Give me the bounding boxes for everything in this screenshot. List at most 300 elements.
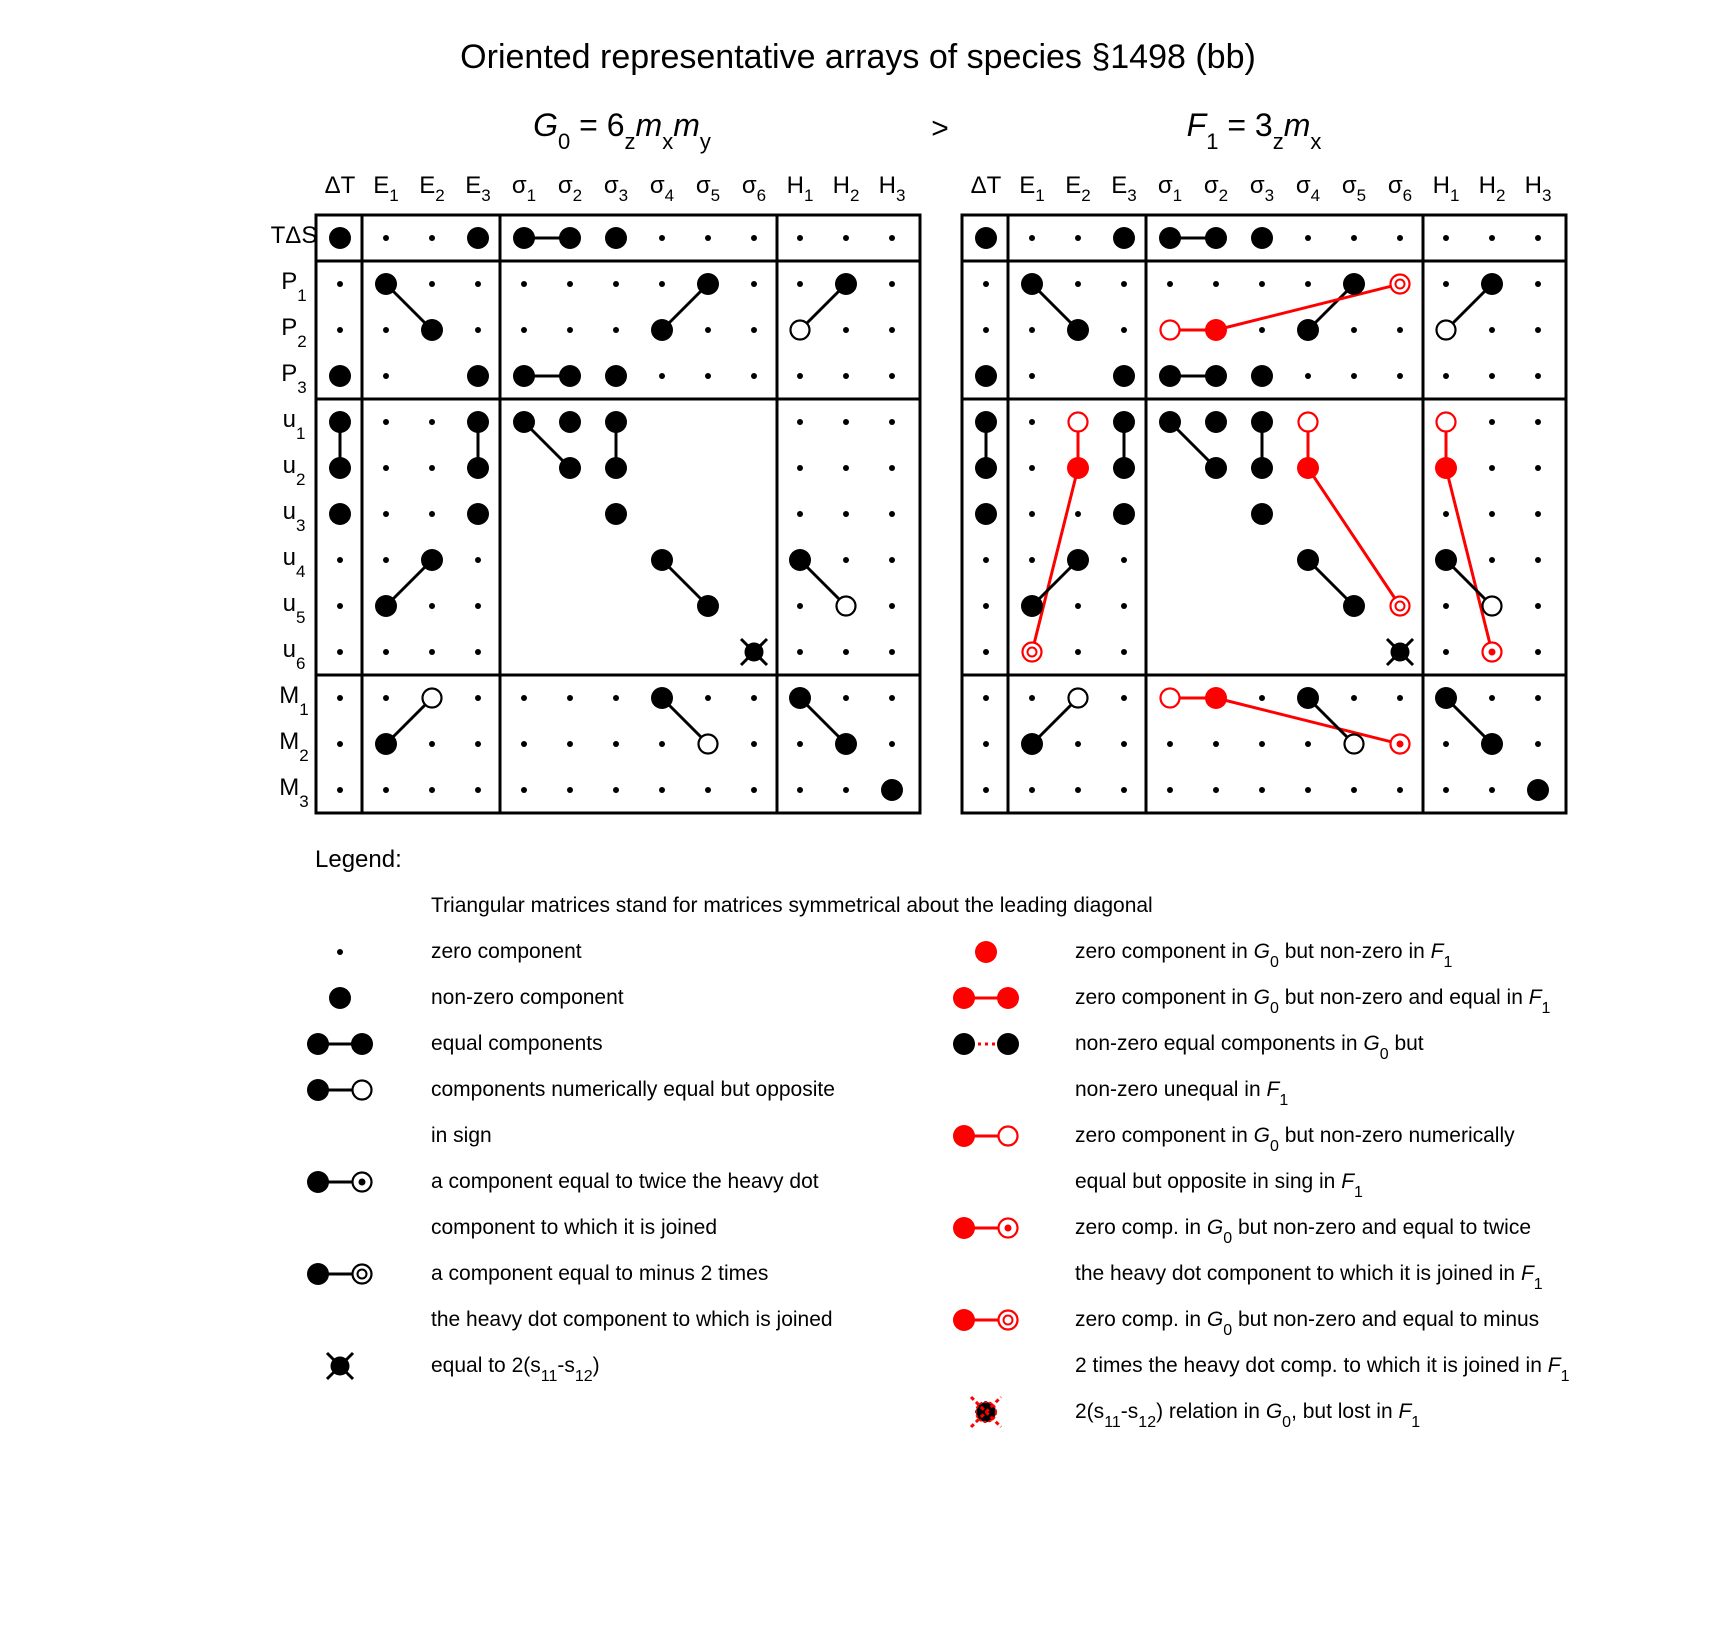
legend-item-left-0 (337, 940, 582, 963)
comparison-sign: > (931, 112, 949, 145)
filled-dot (605, 503, 627, 525)
filled-dot (1481, 733, 1503, 755)
filled-dot (975, 411, 997, 433)
open-circle (1345, 735, 1364, 754)
zero-dot-g0-12-11 (843, 787, 849, 793)
zero-dot-g0-1-10 (797, 281, 803, 287)
row-label-6: $u_3$ (282, 498, 306, 535)
filled-dot (1021, 273, 1043, 295)
legend-glyph-opposite (307, 1079, 372, 1101)
legend-glyph-red_minus2 (953, 1309, 1018, 1331)
zero-dot-f1-2-8 (1351, 327, 1357, 333)
zero-dot-f1-7-11 (1489, 557, 1495, 563)
col-label-f1-0: ΔT (970, 172, 1002, 199)
component-filled-f1-11-1 (1021, 733, 1043, 755)
legend-item-right-2 (953, 1032, 1424, 1109)
filled-dot (467, 503, 489, 525)
zero-dot-f1-4-11 (1489, 419, 1495, 425)
component-filled-g0-10-7 (651, 687, 673, 709)
filled-dot (651, 687, 673, 709)
glyph-left (307, 1171, 329, 1193)
open-circle (699, 735, 718, 754)
zero-dot-f1-2-12 (1535, 327, 1541, 333)
zero-dot-g0-10-12 (889, 695, 895, 701)
component-filled-f1-2-7 (1297, 319, 1319, 341)
zero-dot-g0-0-12 (889, 235, 895, 241)
zero-dot-f1-0-2 (1075, 235, 1081, 241)
legend-item-right-3 (953, 1124, 1515, 1201)
zero-dot-g0-12-8 (705, 787, 711, 793)
zero-dot-g0-6-11 (843, 511, 849, 517)
component-filled-f1-12-12 (1527, 779, 1549, 801)
filled-dot (467, 365, 489, 387)
component-filled-g0-5-0 (329, 457, 351, 479)
filled-dot (1067, 549, 1089, 571)
open-circle (353, 1081, 372, 1100)
zero-dot-g0-7-3 (475, 557, 481, 563)
zero-dot-f1-8-12 (1535, 603, 1541, 609)
component-filled-g0-6-3 (467, 503, 489, 525)
legend-note: Triangular matrices stand for matrices symmetrical about the leading diagonal (431, 894, 1153, 917)
row-label-4: $u_1$ (282, 406, 306, 443)
component-filled-g0-4-3 (467, 411, 489, 433)
col-label-g0-11: $H_2$ (832, 172, 860, 205)
group-label-f1 (1187, 107, 1322, 154)
col-label-g0-0: ΔT (324, 172, 356, 199)
open-circle (1437, 413, 1456, 432)
filled-dot (1067, 457, 1089, 479)
zero-dot-f1-5-12 (1535, 465, 1541, 471)
zero-dot-g0-3-12 (889, 373, 895, 379)
zero-dot-g0-12-7 (659, 787, 665, 793)
zero-dot-f1-5-11 (1489, 465, 1495, 471)
component-filled-g0-11-11 (835, 733, 857, 755)
legend-text-right-3-0: zero component in $G_0$ but non-zero numerically (1075, 1124, 1515, 1155)
col-label-f1-4: $\sigma_1$ (1157, 172, 1183, 205)
filled-dot (1343, 595, 1365, 617)
filled-dot (997, 1033, 1019, 1055)
component-filled-g0-2-2 (421, 319, 443, 341)
zero-dot-f1-12-0 (983, 787, 989, 793)
legend-text-left-4-1: component to which it is joined (431, 1216, 717, 1239)
filled-dot (1205, 411, 1227, 433)
legend-glyph-twice (307, 1171, 372, 1193)
zero-dot-g0-1-5 (567, 281, 573, 287)
zero-dot-g0-1-4 (521, 281, 527, 287)
legend-text-right-5-1: 2 times the heavy dot comp. to which it is joined in $F_1$ (1075, 1354, 1570, 1385)
legend-item-right-4 (953, 1216, 1543, 1293)
col-label-f1-1: $E_1$ (1019, 172, 1045, 205)
zero-dot-f1-12-6 (1259, 787, 1265, 793)
zero-dot-f1-0-9 (1397, 235, 1403, 241)
legend-item-left-6 (327, 1353, 600, 1385)
zero-dot-f1-12-10 (1443, 787, 1449, 793)
filled-dot (1343, 273, 1365, 295)
filled-dot (559, 411, 581, 433)
component-filled-g0-10-10 (789, 687, 811, 709)
zero-dot-g0-10-8 (705, 695, 711, 701)
zero-dot-g0-10-11 (843, 695, 849, 701)
zero-dot-g0-11-4 (521, 741, 527, 747)
component-filled-g0-0-6 (605, 227, 627, 249)
zero-dot-g0-11-10 (797, 741, 803, 747)
zero-dot-f1-10-0 (983, 695, 989, 701)
component-filled-f1-7-2 (1067, 549, 1089, 571)
zero-dot-g0-3-10 (797, 373, 803, 379)
filled-dot (975, 227, 997, 249)
component-filled-f1-5-5 (1205, 457, 1227, 479)
zero-dot-g0-2-9 (751, 327, 757, 333)
legend-text-right-2-0: non-zero equal components in $G_0$ but (1075, 1032, 1424, 1063)
component-open-g0-10-2 (423, 689, 442, 708)
zero-dot-f1-0-12 (1535, 235, 1541, 241)
component-dotring-f1-11-9 (1391, 735, 1410, 754)
ring-outer (353, 1265, 372, 1284)
zero-dot-g0-7-1 (383, 557, 389, 563)
zero-dot-f1-3-10 (1443, 373, 1449, 379)
filled-dot (1297, 319, 1319, 341)
col-label-f1-5: $\sigma_2$ (1203, 172, 1229, 205)
zero-dot-g0-10-9 (751, 695, 757, 701)
row-label-11: $M_2$ (279, 728, 309, 765)
filled-dot (375, 595, 397, 617)
group-formula-right: $F_1 = 3_zm_x$ (1186, 107, 1322, 154)
zero-dot-f1-9-0 (983, 649, 989, 655)
matrix-g0 (316, 172, 920, 813)
open-circle (1069, 689, 1088, 708)
zero-dot-g0-0-7 (659, 235, 665, 241)
zero-dot-f1-10-11 (1489, 695, 1495, 701)
zero-dot-g0-9-12 (889, 649, 895, 655)
filled-dot (835, 733, 857, 755)
component-filled-f1-8-8 (1343, 595, 1365, 617)
col-label-f1-10: $H_1$ (1432, 172, 1460, 205)
zero-dot-f1-2-9 (1397, 327, 1403, 333)
filled-dot (605, 457, 627, 479)
col-label-g0-12: $H_3$ (878, 172, 906, 205)
component-filled-g0-6-6 (605, 503, 627, 525)
component-open-f1-11-8 (1345, 735, 1364, 754)
legend-text-left-0-0: zero component (431, 940, 582, 963)
component-filled-g0-12-12 (881, 779, 903, 801)
zero-dot-g0-9-2 (429, 649, 435, 655)
glyph-right (353, 1081, 372, 1100)
col-label-f1-7: $\sigma_4$ (1295, 172, 1321, 205)
filled-dot (513, 227, 535, 249)
glyph-dot (329, 987, 351, 1009)
filled-dot (1113, 503, 1135, 525)
zero-dot-g0-2-3 (475, 327, 481, 333)
zero-dot-g0-3-1 (383, 373, 389, 379)
component-filled-g0-4-0 (329, 411, 351, 433)
zero-dot-g0-0-9 (751, 235, 757, 241)
component-filled-g0-4-5 (559, 411, 581, 433)
filled-dot (307, 1033, 329, 1055)
glyph-right (353, 1173, 372, 1192)
zero-dot-f1-1-7 (1305, 281, 1311, 287)
glyph-right (999, 1127, 1018, 1146)
filled-dot (1481, 273, 1503, 295)
zero-dot-f1-9-3 (1121, 649, 1127, 655)
zero-dot-f1-1-5 (1213, 281, 1219, 287)
legend-item-left-4 (307, 1170, 819, 1239)
zero-dot-g0-8-2 (429, 603, 435, 609)
component-filled-g0-0-0 (329, 227, 351, 249)
zero-dot-f1-3-11 (1489, 373, 1495, 379)
component-filled-g0-3-0 (329, 365, 351, 387)
zero-dot-f1-12-1 (1029, 787, 1035, 793)
component-filled-f1-2-2 (1067, 319, 1089, 341)
zero-dot-g0-0-1 (383, 235, 389, 241)
legend-text-left-3-1: in sign (431, 1124, 492, 1147)
zero-dot-f1-9-2 (1075, 649, 1081, 655)
component-filled-g0-5-5 (559, 457, 581, 479)
zero-dot-f1-11-4 (1167, 741, 1173, 747)
zero-dot-f1-12-2 (1075, 787, 1081, 793)
legend-text-left-1-0: non-zero component (431, 986, 624, 1009)
legend-text-right-6-0: $2(s_{11}-s_{12})$ relation in $G_0$, but lost in $F_1$ (1075, 1400, 1421, 1431)
zero-dot-g0-0-10 (797, 235, 803, 241)
filled-dot (997, 987, 1019, 1009)
zero-dot-g0-10-0 (337, 695, 343, 701)
zero-dot-g0-11-6 (613, 741, 619, 747)
row-label-2: $P_2$ (281, 314, 307, 351)
zero-dot-f1-0-1 (1029, 235, 1035, 241)
zero-dot-f1-10-1 (1029, 695, 1035, 701)
component-open-g0-11-8 (699, 735, 718, 754)
zero-dot-f1-3-9 (1397, 373, 1403, 379)
zero-dot-g0-12-4 (521, 787, 527, 793)
zero-dot-g0-5-1 (383, 465, 389, 471)
filled-dot (421, 319, 443, 341)
zero-dot-f1-9-12 (1535, 649, 1541, 655)
legend-text-right-1-0: zero component in $G_0$ but non-zero and equal in $F_1$ (1075, 986, 1551, 1017)
zero-dot-f1-1-3 (1121, 281, 1127, 287)
zero-dot-g0-12-6 (613, 787, 619, 793)
open-circle (1161, 321, 1180, 340)
ring-outer (1023, 643, 1042, 662)
component-open-g0-2-10 (791, 321, 810, 340)
glyph-left (953, 1217, 975, 1239)
component-ring-f1-1-9 (1391, 275, 1410, 294)
zero-dot-g0-3-7 (659, 373, 665, 379)
zero-dot-f1-1-10 (1443, 281, 1449, 287)
open-circle (999, 1127, 1018, 1146)
component-filled-f1-1-11 (1481, 273, 1503, 295)
zero-dot-f1-11-6 (1259, 741, 1265, 747)
col-label-g0-3: $E_3$ (465, 172, 491, 205)
component-open-f1-2-10 (1437, 321, 1456, 340)
filled-dot (697, 595, 719, 617)
legend-glyph-bigdot (329, 987, 351, 1009)
zero-dot-f1-12-4 (1167, 787, 1173, 793)
filled-dot (1205, 457, 1227, 479)
filled-dot (1251, 457, 1273, 479)
col-label-g0-1: $E_1$ (373, 172, 399, 205)
zero-dot-f1-0-7 (1305, 235, 1311, 241)
filled-dot (1159, 227, 1181, 249)
zero-dot-g0-2-12 (889, 327, 895, 333)
component-filled-f1-0-3 (1113, 227, 1135, 249)
legend-item-right-6 (971, 1397, 1420, 1431)
zero-dot-g0-1-0 (337, 281, 343, 287)
component-filled-f1-7-10 (1435, 549, 1457, 571)
filled-dot (375, 733, 397, 755)
zero-dot-f1-10-12 (1535, 695, 1541, 701)
component-filled-g0-6-0 (329, 503, 351, 525)
diagram-title: Oriented representative arrays of species §1498 (bb) (460, 38, 1256, 76)
filled-dot (975, 365, 997, 387)
zero-dot-f1-1-4 (1167, 281, 1173, 287)
component-filled-f1-0-5 (1205, 227, 1227, 249)
zero-dot-f1-10-9 (1397, 695, 1403, 701)
filled-dot (1435, 687, 1457, 709)
zero-dot-g0-7-12 (889, 557, 895, 563)
zero-dot-f1-4-1 (1029, 419, 1035, 425)
glyph-left (307, 1079, 329, 1101)
legend-text-left-4-0: a component equal to twice the heavy dot (431, 1170, 819, 1193)
zero-dot-g0-10-6 (613, 695, 619, 701)
filled-dot (975, 457, 997, 479)
component-open-f1-4-2 (1069, 413, 1088, 432)
zero-dot-g0-5-12 (889, 465, 895, 471)
component-open-f1-4-10 (1437, 413, 1456, 432)
filled-dot (1251, 227, 1273, 249)
filled-dot (881, 779, 903, 801)
component-filled-g0-3-3 (467, 365, 489, 387)
legend-item-left-5 (307, 1262, 833, 1331)
component-filled-f1-4-4 (1159, 411, 1181, 433)
zero-dot-f1-11-3 (1121, 741, 1127, 747)
zero-dot-g0-10-5 (567, 695, 573, 701)
col-label-f1-12: $H_3$ (1524, 172, 1552, 205)
row-label-10: $M_1$ (279, 682, 309, 719)
zero-dot-f1-12-5 (1213, 787, 1219, 793)
filled-dot (975, 503, 997, 525)
legend-glyph-red_dot (975, 941, 997, 963)
filled-dot (513, 365, 535, 387)
filled-dot (307, 1263, 329, 1285)
filled-dot (1159, 365, 1181, 387)
legend-glyph-equal (307, 1033, 373, 1055)
zero-dot-f1-12-3 (1121, 787, 1127, 793)
zero-dot-g0-1-2 (429, 281, 435, 287)
component-ring-f1-8-9 (1391, 597, 1410, 616)
open-circle (1069, 413, 1088, 432)
zero-dot-g0-1-7 (659, 281, 665, 287)
zero-dot-f1-7-1 (1029, 557, 1035, 563)
zero-dot-f1-2-6 (1259, 327, 1265, 333)
zero-dot-g0-6-12 (889, 511, 895, 517)
component-filled-f1-3-3 (1113, 365, 1135, 387)
zero-dot-f1-8-0 (983, 603, 989, 609)
component-filled-f1-6-3 (1113, 503, 1135, 525)
legend-glyph-smalldot (337, 949, 343, 955)
glyph-left (953, 987, 975, 1009)
zero-dot-f1-1-2 (1075, 281, 1081, 287)
zero-dot-g0-11-3 (475, 741, 481, 747)
component-filled-f1-1-1 (1021, 273, 1043, 295)
open-circle (1437, 321, 1456, 340)
row-label-9: $u_6$ (282, 636, 306, 673)
component-filled-f1-4-0 (975, 411, 997, 433)
zero-dot-g0-11-2 (429, 741, 435, 747)
col-label-f1-6: $\sigma_3$ (1249, 172, 1275, 205)
group-label-g0 (533, 107, 711, 154)
zero-dot-g0-2-4 (521, 327, 527, 333)
filled-dot (559, 457, 581, 479)
zero-dot-f1-10-8 (1351, 695, 1357, 701)
component-ring-f1-9-1 (1023, 643, 1042, 662)
filled-dot (1067, 319, 1089, 341)
component-filled-g0-3-6 (605, 365, 627, 387)
glyph-right (999, 1219, 1018, 1238)
filled-dot (1205, 227, 1227, 249)
filled-dot (307, 1171, 329, 1193)
filled-dot (375, 273, 397, 295)
legend-glyph-red_equal (953, 987, 1019, 1009)
zero-dot-f1-6-11 (1489, 511, 1495, 517)
filled-dot (651, 549, 673, 571)
zero-dot-g0-4-1 (383, 419, 389, 425)
zero-dot-f1-11-7 (1305, 741, 1311, 747)
component-filled-f1-10-5 (1205, 687, 1227, 709)
filled-dot (953, 1217, 975, 1239)
zero-dot-f1-5-1 (1029, 465, 1035, 471)
legend-item-right-1 (953, 986, 1551, 1017)
zero-dot-f1-1-0 (983, 281, 989, 287)
open-circle (791, 321, 810, 340)
component-cross-g0-9-9 (741, 639, 767, 665)
zero-dot-g0-5-11 (843, 465, 849, 471)
filled-dot (329, 365, 351, 387)
zero-dot-g0-6-10 (797, 511, 803, 517)
zero-dot-f1-12-9 (1397, 787, 1403, 793)
component-open-f1-10-2 (1069, 689, 1088, 708)
zero-dot-f1-8-3 (1121, 603, 1127, 609)
row-labels (271, 222, 318, 811)
zero-dot-f1-2-3 (1121, 327, 1127, 333)
filled-dot (467, 227, 489, 249)
legend-item-right-5 (953, 1308, 1570, 1385)
component-filled-f1-3-4 (1159, 365, 1181, 387)
zero-dot-g0-4-2 (429, 419, 435, 425)
component-filled-f1-5-7 (1297, 457, 1319, 479)
zero-dot-f1-9-10 (1443, 649, 1449, 655)
component-filled-f1-7-7 (1297, 549, 1319, 571)
zero-dot-g0-1-12 (889, 281, 895, 287)
component-filled-g0-5-6 (605, 457, 627, 479)
component-filled-g0-1-1 (375, 273, 397, 295)
link-line-f1-14 (1308, 468, 1400, 606)
legend-text-right-5-0: zero comp. in $G_0$ but non-zero and equal to minus (1075, 1308, 1540, 1339)
zero-dot-g0-12-1 (383, 787, 389, 793)
filled-dot (651, 319, 673, 341)
filled-dot (559, 227, 581, 249)
open-circle (837, 597, 856, 616)
filled-dot (789, 687, 811, 709)
component-filled-f1-5-0 (975, 457, 997, 479)
filled-dot (1251, 503, 1273, 525)
legend-text-left-2-0: equal components (431, 1032, 603, 1055)
filled-dot (605, 365, 627, 387)
legend-text-right-4-0: zero comp. in $G_0$ but non-zero and equal to twice (1075, 1216, 1532, 1247)
component-filled-f1-10-10 (1435, 687, 1457, 709)
zero-dot-g0-3-11 (843, 373, 849, 379)
component-filled-g0-3-5 (559, 365, 581, 387)
zero-dot-f1-10-3 (1121, 695, 1127, 701)
component-filled-g0-8-1 (375, 595, 397, 617)
